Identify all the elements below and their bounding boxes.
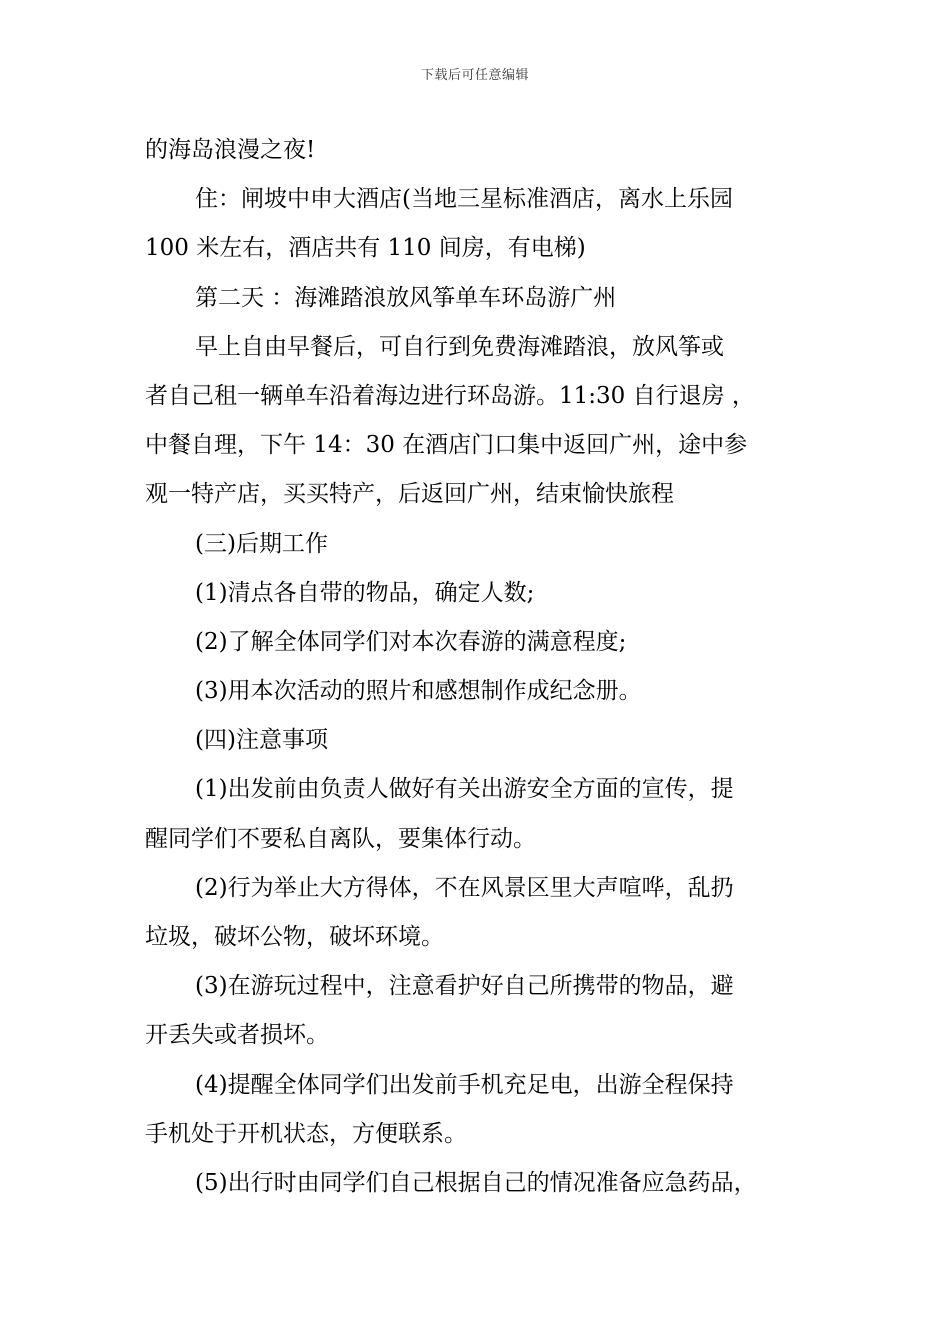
list-item: (1)出发前由负责人做好有关出游安全方面的宣传，提 [195, 776, 734, 803]
page-header: 下载后可任意编辑 [420, 68, 529, 83]
section-heading: (四)注意事项 [195, 727, 328, 754]
text-line: 早上自由早餐后，可自行到免费海滩踏浪，放风筝或 [195, 333, 724, 360]
section-heading: (三)后期工作 [195, 530, 328, 557]
list-item: (2)了解全体同学们对本次春游的满意程度; [195, 628, 627, 655]
list-item: (3)在游玩过程中，注意看护好自己所携带的物品，避 [195, 973, 734, 1000]
text-line: 100 米左右，酒店共有 110 间房，有电梯) [145, 235, 586, 262]
section-heading: 第二天 ：海滩踏浪放风筝单车环岛游广州 [195, 284, 617, 311]
document-body [145, 126, 815, 1208]
list-item: (2)行为举止大方得体，不在风景区里大声喧哗，乱扔 [195, 874, 734, 901]
text-line: 开丢失或者损坏。 [145, 1022, 329, 1049]
text-line: 住：闸坡中申大酒店(当地三星标准酒店，离水上乐园 [195, 186, 733, 213]
list-item: (4)提醒全体同学们出发前手机充足电，出游全程保持 [195, 1071, 734, 1098]
text-line: 手机处于开机状态，方便联系。 [145, 1120, 467, 1147]
text-line: 者自己租一辆单车沿着海边进行环岛游。11:30 自行退房 ， [145, 382, 755, 409]
text-line: 观一特产店，买买特产，后返回广州，结束愉快旅程 [145, 481, 674, 508]
text-line: 垃圾，破坏公物，破坏环境。 [145, 924, 444, 950]
text-line: 的海岛浪漫之夜! [145, 137, 316, 163]
list-item: (5)出行时由同学们自己根据自己的情况准备应急药品， [195, 1169, 757, 1196]
list-item: (1)清点各自带的物品，确定人数; [195, 579, 535, 606]
text-line: 醒同学们不要私自离队，要集体行动。 [145, 825, 536, 852]
text-line: 中餐自理，下午 14：30 在酒店门口集中返回广州，途中参 [145, 432, 748, 459]
list-item: (3)用本次活动的照片和感想制作成纪念册。 [195, 678, 642, 705]
